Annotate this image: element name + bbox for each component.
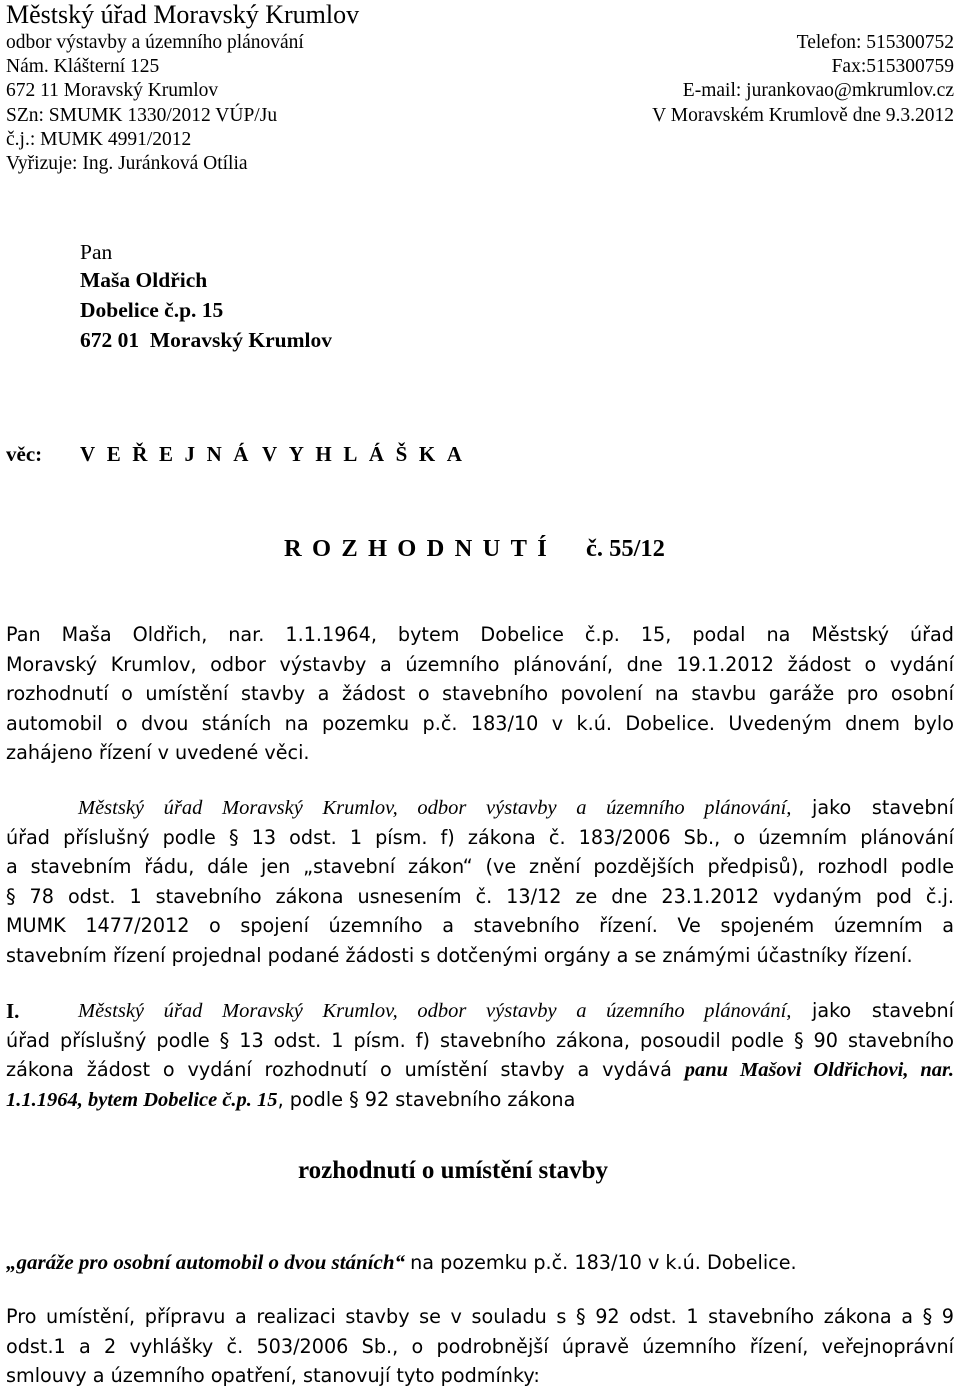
- section-line: [6, 1055, 954, 1085]
- decision-title: ROZHODNUTÍ: [284, 535, 558, 562]
- reference-number: č.j.: MUMK 4991/2012: [6, 129, 192, 150]
- office-email: E-mail: jurankovao@mkrumlov.cz: [682, 80, 954, 101]
- intro-line: Moravský Krumlov, odbor výstavby a územního plánování, dne 19.1.2012 žádost o vydání: [6, 652, 954, 676]
- object-name: „garáže pro osobní automobil o dvou stáních“: [6, 1250, 406, 1274]
- section-text: , podle § 92 stavebního zákona: [277, 1087, 576, 1111]
- recipient-street: Dobelice č.p. 15: [80, 298, 224, 322]
- subject-word-2: VYHLÁŠKA: [262, 442, 474, 466]
- subject-word-1: VEŘEJNÁ: [80, 442, 261, 466]
- procedure-line: úřad příslušný podle § 13 odst. 1 písm. f) zákona č. 183/2006 Sb., o územním plánování: [6, 825, 954, 849]
- section-text: zákona žádost o vydání rozhodnutí o umístění stavby a vydává: [6, 1058, 672, 1082]
- intro-line: rozhodnutí o umístění stavby a žádost o stavebního povolení na stavbu garáže pro osobní: [6, 682, 954, 706]
- intro-line: Pan Maša Oldřich, nar. 1.1.1964, bytem Dobelice č.p. 15, podal na Městský úřad: [6, 623, 954, 646]
- section-one-paragraph: [6, 996, 954, 1114]
- decision-heading: rozhodnutí o umístění stavby: [298, 1157, 609, 1184]
- office-name: Městský úřad Moravský Krumlov: [6, 0, 360, 29]
- intro-paragraph: [6, 620, 954, 768]
- procedure-paragraph: [6, 793, 954, 971]
- intro-line: zahájeno řízení v uvedené věci.: [6, 741, 310, 765]
- intro-line: automobil o dvou stáních na pozemku p.č. 183/10 v k.ú. Dobelice. Uvedeným dnem bylo: [6, 711, 954, 735]
- conditions-line: Pro umístění, přípravu a realizaci stavby se v souladu s § 92 odst. 1 stavebního zákona a § 9: [6, 1305, 954, 1328]
- recipient-name: Maša Oldřich: [80, 268, 208, 292]
- object-location: na pozemku p.č. 183/10 v k.ú. Dobelice.: [410, 1251, 797, 1274]
- authority-italic: Městský úřad Moravský Krumlov, odbor výstavby a územního plánování,: [78, 1000, 792, 1022]
- office-phone: Telefon: 515300752: [796, 32, 954, 53]
- procedure-line: MUMK 1477/2012 o spojení územního a stavebního řízení. Ve spojeném územním a: [6, 914, 954, 938]
- applicant-address: 1.1.1964, bytem Dobelice č.p. 15: [6, 1088, 278, 1111]
- place-and-date: V Moravském Krumlově dne 9.3.2012: [652, 105, 954, 126]
- office-city: 672 11 Moravský Krumlov: [6, 80, 219, 101]
- conditions-paragraph: [6, 1302, 954, 1391]
- conditions-line: odst.1 a 2 vyhlášky č. 503/2006 Sb., o podrobnější úpravě územního řízení, veřejnoprávní: [6, 1334, 954, 1358]
- authority-role: jako stavební: [812, 796, 954, 819]
- office-fax: Fax:515300759: [831, 56, 954, 77]
- authority-role: jako stavební: [812, 999, 954, 1022]
- object-line: [6, 1247, 797, 1278]
- office-department: odbor výstavby a územního plánování: [6, 32, 304, 53]
- section-line: [6, 996, 954, 1026]
- recipient-city: 672 01 Moravský Krumlov: [80, 328, 333, 352]
- decision-number: č. 55/12: [586, 535, 665, 562]
- office-street: Nám. Klášterní 125: [6, 56, 160, 77]
- subject-label: věc:: [6, 442, 43, 466]
- section-line: [6, 1085, 954, 1115]
- section-numeral: I.: [6, 999, 20, 1023]
- authority-italic: Městský úřad Moravský Krumlov, odbor výstavby a územního plánování,: [78, 797, 792, 819]
- file-reference: SZn: SMUMK 1330/2012 VÚP/Ju: [6, 105, 278, 126]
- recipient-salutation: Pan: [80, 240, 113, 264]
- section-line: úřad příslušný podle § 13 odst. 1 písm. f) stavebního zákona, posoudil podle § 90 stavebního: [6, 1028, 954, 1052]
- procedure-line: stavebním řízení projednal podané žádosti s dotčenými orgány a se známými účastníky řízení.: [6, 943, 913, 967]
- handled-by: Vyřizuje: Ing. Juránková Otília: [6, 153, 248, 174]
- procedure-line: a stavebním řádu, dále jen „stavební zákon“ (ve znění pozdějších předpisů), rozhodl podle: [6, 855, 954, 879]
- applicant-name: panu Mašovi Oldřichovi, nar.: [684, 1059, 954, 1082]
- procedure-line: [6, 793, 954, 823]
- conditions-line: smlouvy a územního opatření, stanovují tyto podmínky:: [6, 1364, 540, 1388]
- procedure-line: § 78 odst. 1 stavebního zákona usnesením č. 13/12 ze dne 23.1.2012 vydaným pod č.j.: [6, 884, 954, 908]
